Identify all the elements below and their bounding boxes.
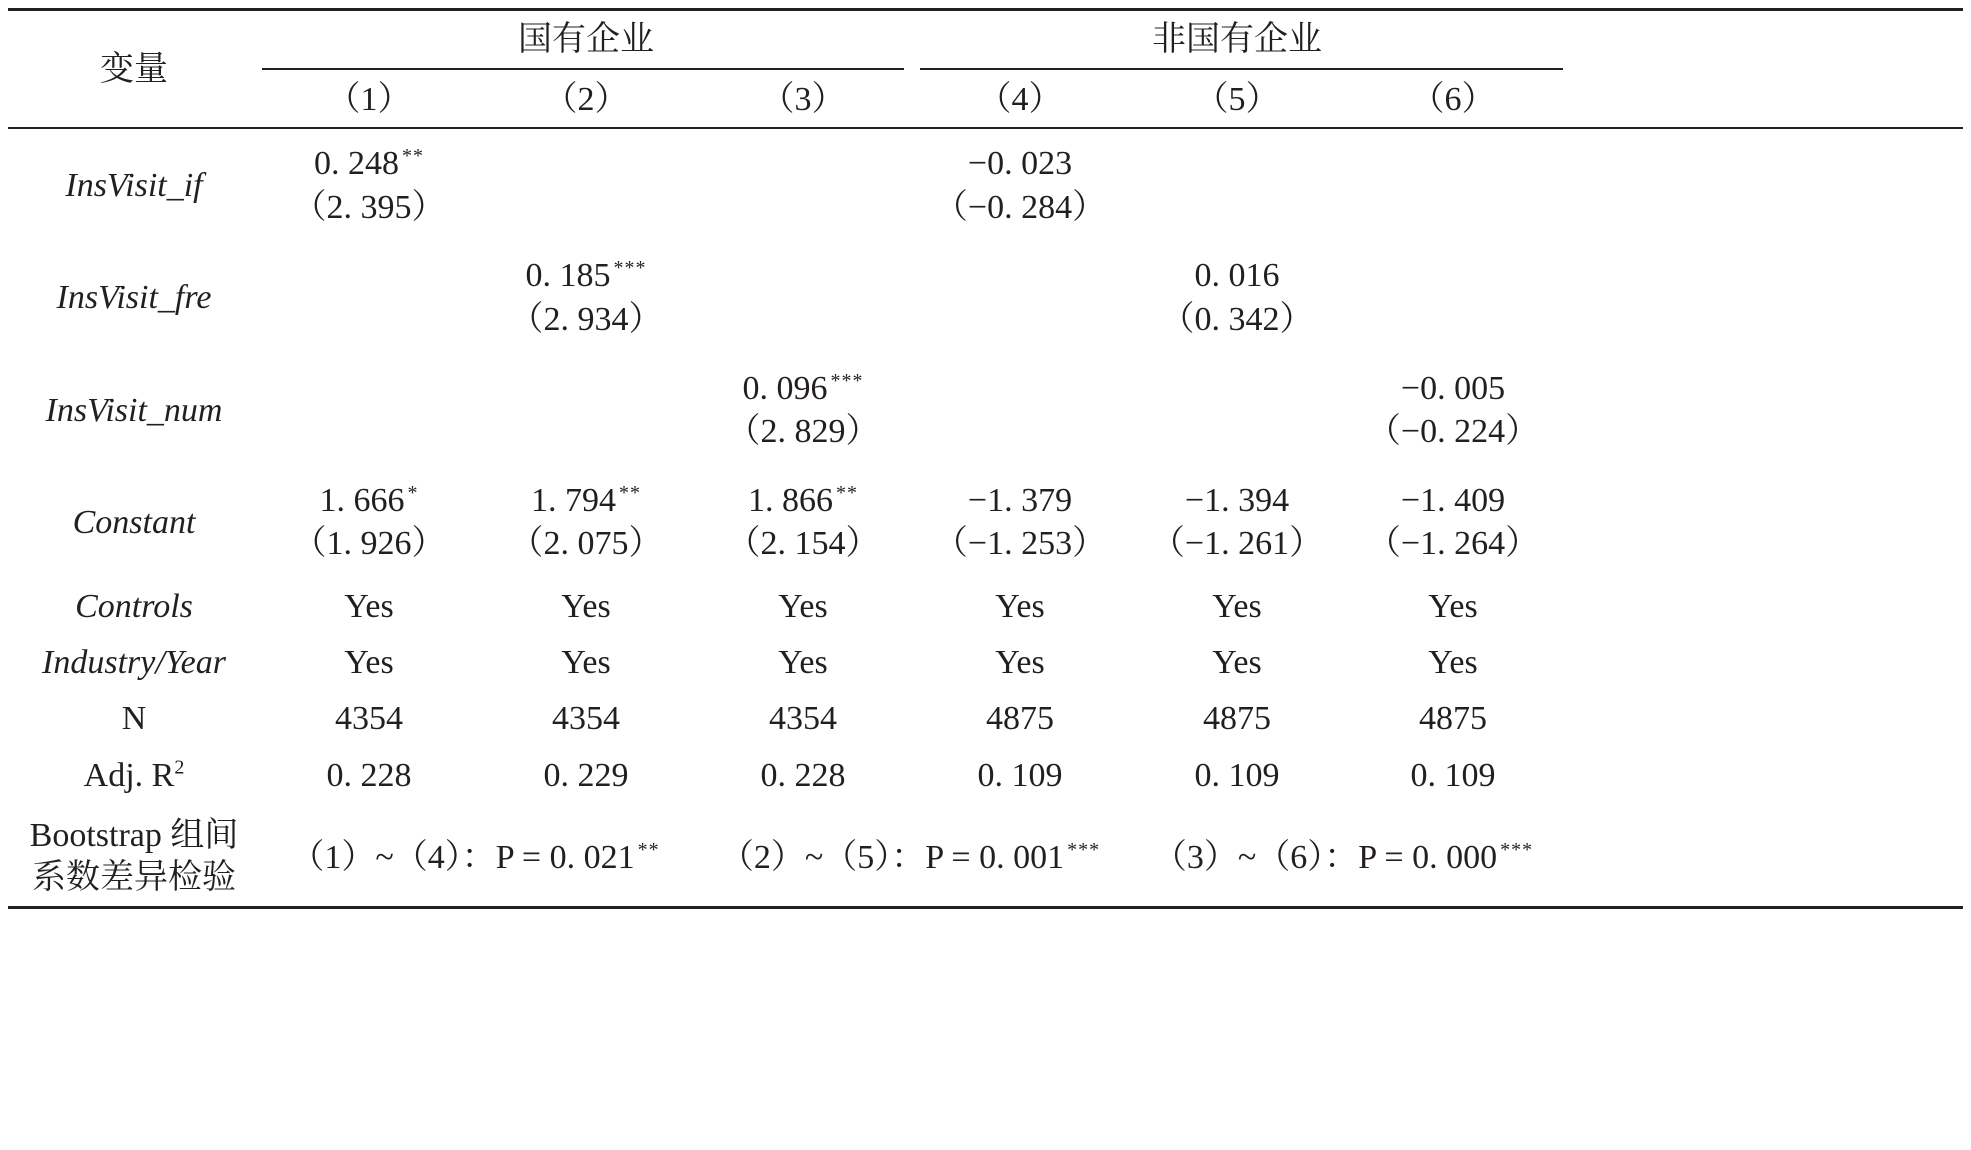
bootstrap-test-2-5: （2）~（5）：P = 0. 001 *** (719, 838, 1101, 876)
controls-col4: Yes (995, 588, 1045, 625)
tstat-constant-col4: （−1. 253） (933, 525, 1107, 562)
bootstrap-test-1-4: （1）~（4）：P = 0. 021 ** (290, 838, 660, 876)
row-label-adj-r2: Adj. $R^2$ (83, 756, 185, 794)
row-label-insvisit-num: InsVisit_num (45, 392, 223, 429)
tstat-insvisit-if-col1: （2. 395） (292, 189, 446, 226)
coef-constant-col2: 1. 794 ** (531, 481, 641, 519)
coef-constant-col4: −1. 379 (967, 482, 1073, 519)
bootstrap-test-3-6: （3）~（6）：P = 0. 000 *** (1152, 838, 1534, 876)
industry-year-col4: Yes (995, 644, 1045, 681)
row-label-insvisit-fre: InsVisit_fre (56, 279, 212, 316)
controls-col6: Yes (1428, 588, 1478, 625)
industry-year-col6: Yes (1428, 644, 1478, 681)
adj-r2-col6: 0. 109 (1410, 757, 1496, 794)
coef-constant-col5: −1. 394 (1184, 482, 1290, 519)
bottom-rule (8, 906, 1963, 909)
coef-constant-col6: −1. 409 (1400, 482, 1506, 519)
controls-col5: Yes (1212, 588, 1262, 625)
n-col3: 4354 (769, 700, 837, 737)
adj-r2-col2: 0. 229 (543, 757, 629, 794)
row-label-bootstrap-line2: 系数差异检验 (32, 859, 236, 896)
row-label-insvisit-if: InsVisit_if (65, 167, 203, 204)
tstat-constant-col6: （−1. 264） (1366, 525, 1540, 562)
n-col4: 4875 (986, 700, 1054, 737)
coef-insvisit-if-col4: −0. 023 (967, 145, 1073, 182)
coef-insvisit-fre-col2: 0. 185 *** (525, 256, 647, 294)
column-header-3: （3） (760, 81, 846, 118)
industry-year-col3: Yes (778, 644, 828, 681)
controls-col1: Yes (344, 588, 394, 625)
column-header-2: （2） (543, 81, 629, 118)
tstat-insvisit-num-col3: （2. 829） (726, 413, 880, 450)
row-label-industry-year: Industry/Year (42, 644, 226, 681)
tstat-constant-col5: （−1. 261） (1150, 525, 1324, 562)
coef-insvisit-num-col3: 0. 096 *** (742, 369, 864, 407)
nonsoe-group-rule (920, 68, 1563, 70)
industry-year-col2: Yes (561, 644, 611, 681)
column-header-1: （1） (326, 81, 412, 118)
n-col5: 4875 (1203, 700, 1271, 737)
row-label-controls: Controls (75, 588, 193, 625)
coef-insvisit-num-col6: −0. 005 (1400, 370, 1506, 407)
n-col1: 4354 (335, 700, 403, 737)
row-label-constant: Constant (72, 504, 196, 541)
variable-header: 变量 (100, 51, 168, 88)
top-rule (8, 8, 1963, 11)
adj-r2-col1: 0. 228 (326, 757, 412, 794)
tstat-insvisit-num-col6: （−0. 224） (1366, 413, 1540, 450)
adj-r2-col3: 0. 228 (760, 757, 846, 794)
soe-group-rule (262, 68, 904, 70)
tstat-insvisit-if-col4: （−0. 284） (933, 189, 1107, 226)
coef-insvisit-fre-col5: 0. 016 (1194, 257, 1280, 294)
industry-year-col1: Yes (344, 644, 394, 681)
tstat-constant-col2: （2. 075） (509, 525, 663, 562)
controls-col2: Yes (561, 588, 611, 625)
column-header-4: （4） (977, 81, 1063, 118)
controls-col3: Yes (778, 588, 828, 625)
column-header-6: （6） (1410, 81, 1496, 118)
tstat-constant-col1: （1. 926） (292, 525, 446, 562)
header-rule (8, 127, 1963, 129)
adj-r2-col5: 0. 109 (1194, 757, 1280, 794)
nonsoe-group-header: 非国有企业 (1152, 21, 1322, 58)
row-label-bootstrap-line1: Bootstrap 组间 (29, 817, 239, 854)
tstat-insvisit-fre-col5: （0. 342） (1160, 301, 1314, 338)
n-col2: 4354 (552, 700, 620, 737)
industry-year-col5: Yes (1212, 644, 1262, 681)
soe-group-header: 国有企业 (518, 21, 654, 58)
coef-constant-col1: 1. 666 * (319, 481, 419, 519)
row-label-n: N (121, 700, 147, 737)
coef-insvisit-if-col1: 0. 248 ** (314, 144, 424, 182)
n-col6: 4875 (1419, 700, 1487, 737)
coef-constant-col3: 1. 866 ** (748, 481, 858, 519)
tstat-insvisit-fre-col2: （2. 934） (509, 301, 663, 338)
adj-r2-col4: 0. 109 (977, 757, 1063, 794)
tstat-constant-col3: （2. 154） (726, 525, 880, 562)
column-header-5: （5） (1194, 81, 1280, 118)
